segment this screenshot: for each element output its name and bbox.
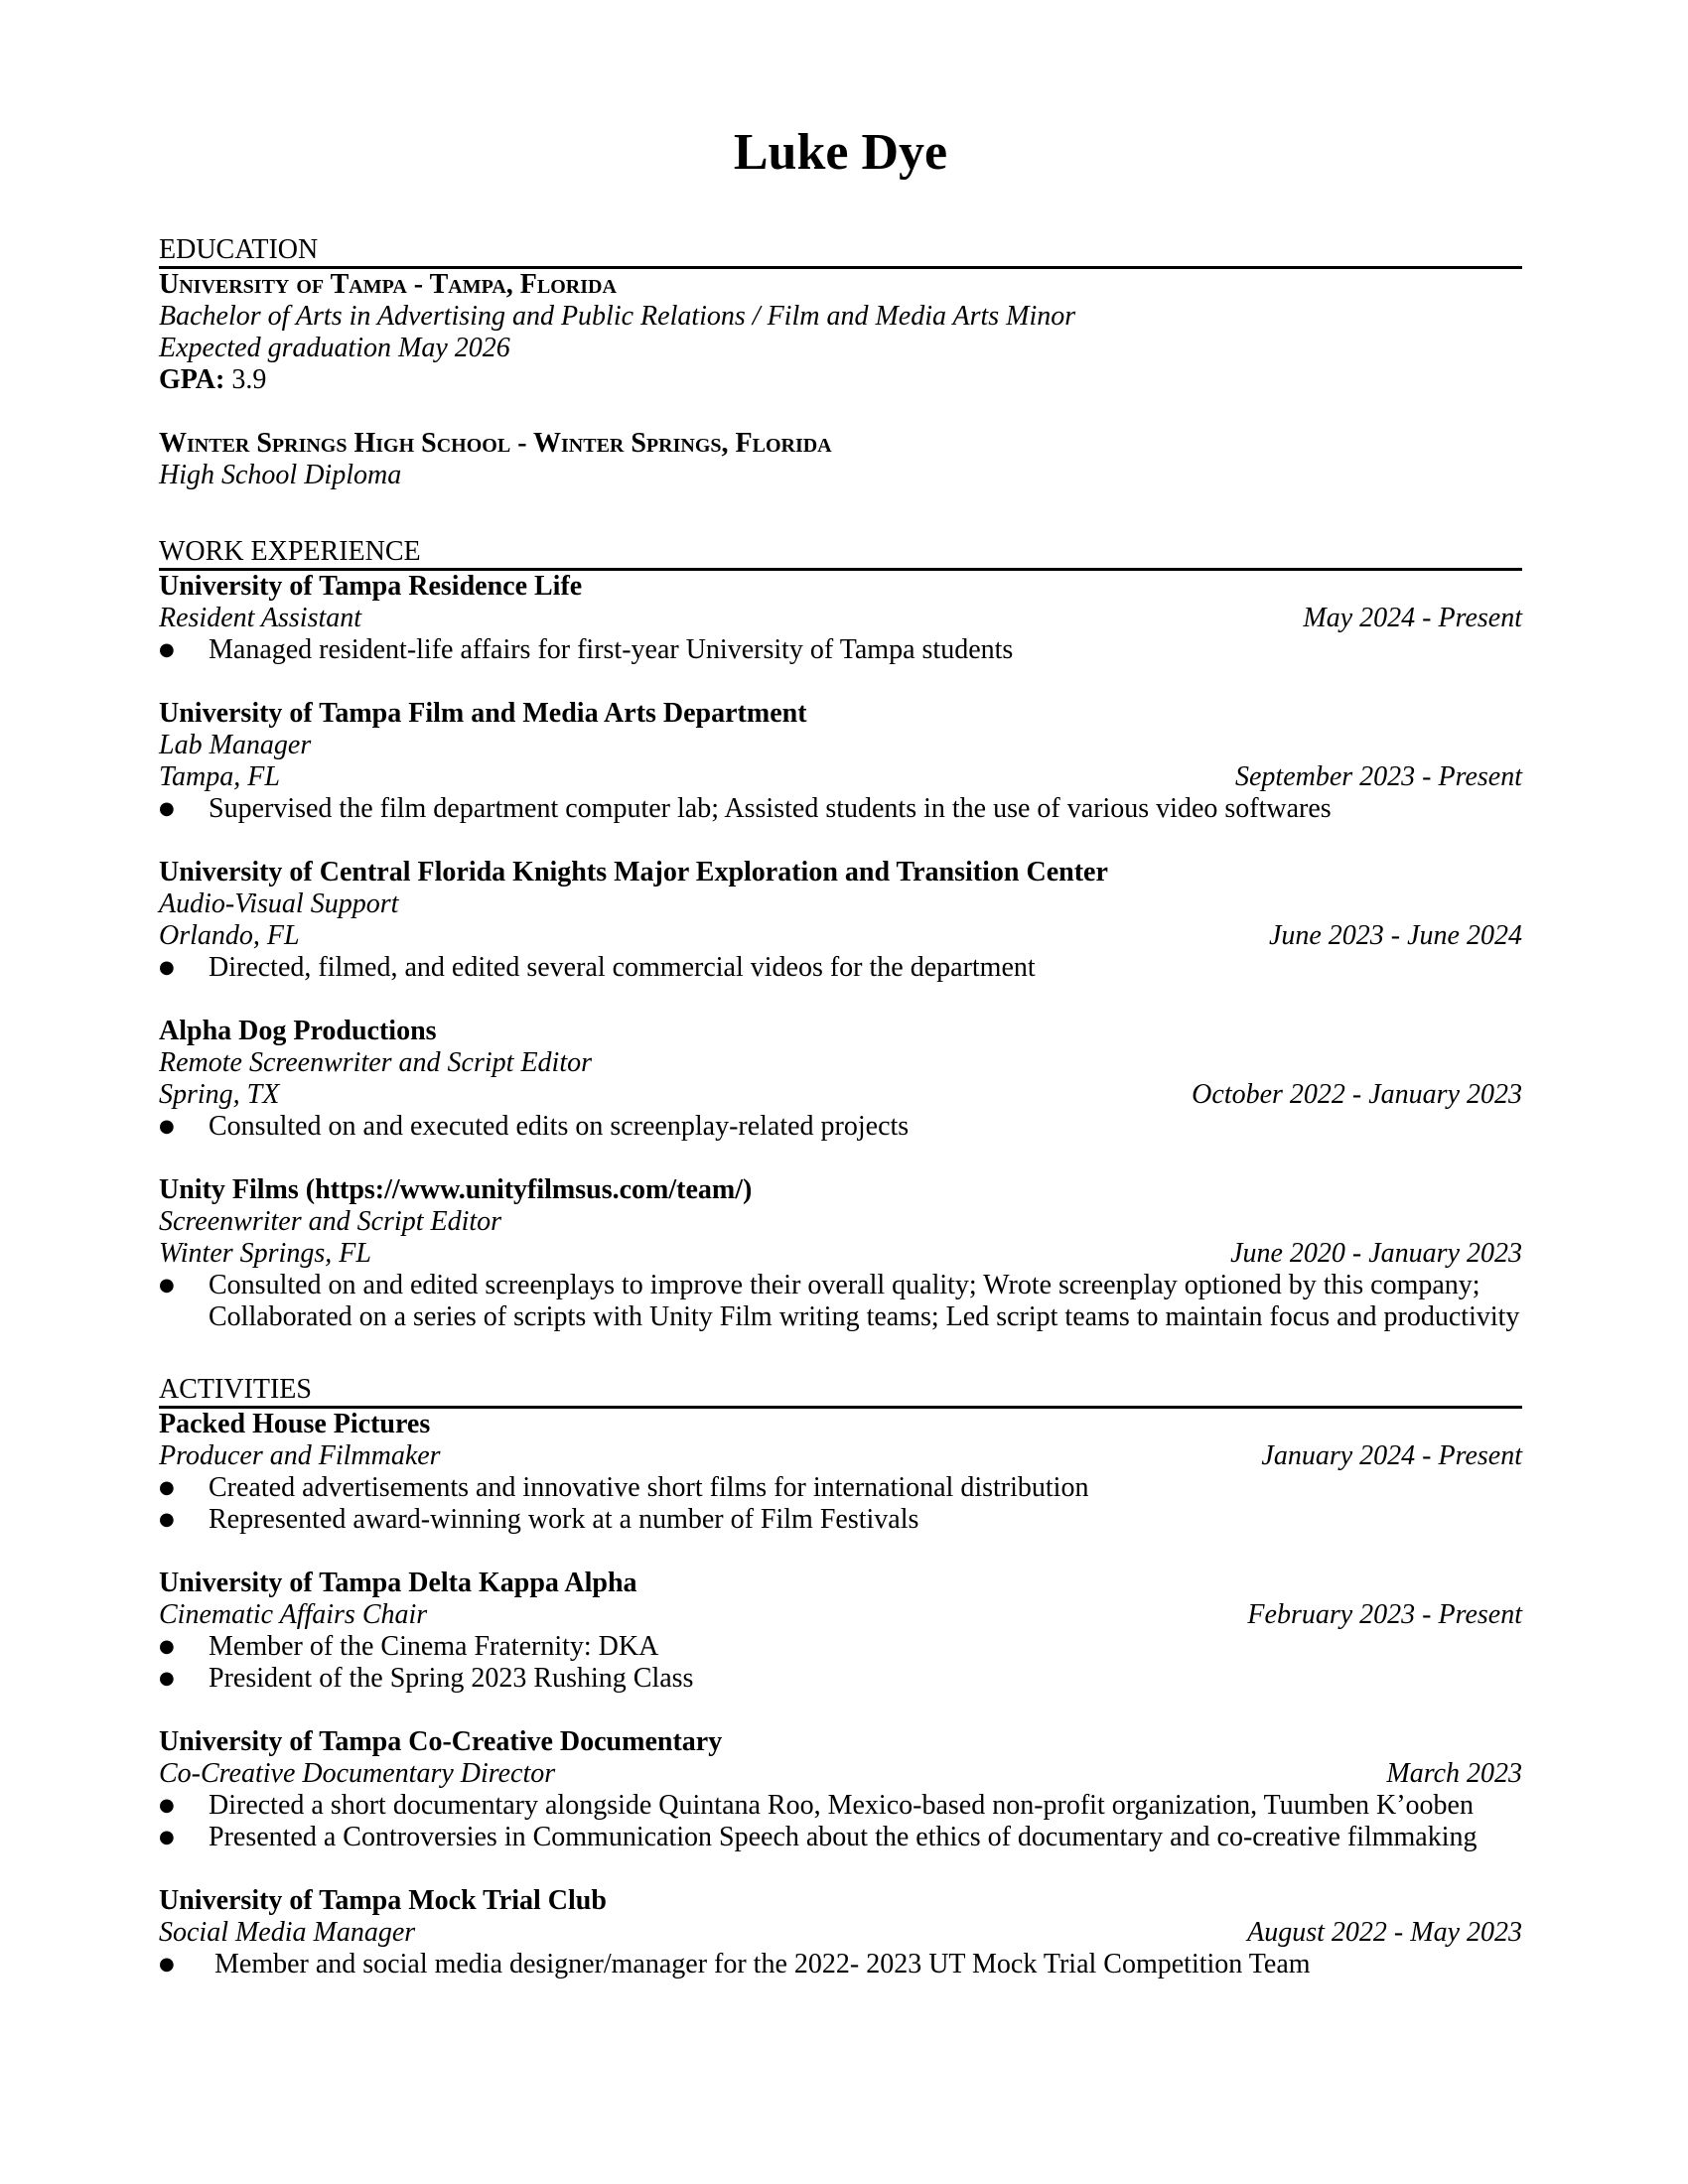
activity-entry [159, 1726, 1522, 1853]
role: Co-Creative Documentary Director [159, 1758, 556, 1789]
gpa-label: GPA: [159, 364, 225, 395]
role: Screenwriter and Script Editor [159, 1206, 502, 1237]
role: Remote Screenwriter and Script Editor [159, 1047, 592, 1078]
bullet-item: ● Supervised the film department computer lab; Assisted students in the use of various video softwares [159, 793, 1522, 825]
candidate-name: Luke Dye [733, 124, 948, 181]
bullet-item: ● Represented award-winning work at a number of Film Festivals [159, 1504, 1522, 1536]
activity-entry [159, 1885, 1522, 1980]
bullet-item: ● Consulted on and edited screenplays to improve their overall quality; Wrote screenplay optioned by this company; [159, 1270, 1522, 1301]
location: Tampa, FL [159, 761, 280, 792]
location: Winter Springs, FL [159, 1238, 371, 1269]
role: Cinematic Affairs Chair [159, 1599, 428, 1630]
organization: Packed House Pictures [159, 1409, 431, 1439]
organization: University of Tampa Co-Creative Documentary [159, 1726, 723, 1757]
bullet-item: ● Member and social media designer/manager for the 2022- 2023 UT Mock Trial Competition Team [159, 1949, 1522, 1980]
dates: August 2022 - May 2023 [1247, 1917, 1522, 1948]
education-heading: EDUCATION [159, 234, 1522, 269]
role: Producer and Filmmaker [159, 1440, 441, 1471]
school-name: University of Tampa - Tampa, Florida [159, 269, 617, 300]
organization: University of Tampa Residence Life [159, 571, 583, 602]
work-entry [159, 1016, 1522, 1143]
bullet-item: ● Consulted on and executed edits on screenplay-related projects [159, 1111, 1522, 1143]
work-entry [159, 1174, 1522, 1333]
organization: Unity Films (https://www.unityfilmsus.com/team/) [159, 1174, 753, 1205]
dates: May 2024 - Present [1303, 603, 1522, 633]
organization: Alpha Dog Productions [159, 1016, 437, 1046]
bullet-continuation: Collaborated on a series of scripts with Unity Film writing teams; Led script teams to maintain focus and productivity [209, 1301, 1520, 1332]
school-name: Winter Springs High School - Winter Springs, Florida [159, 428, 832, 459]
work-entry [159, 571, 1522, 666]
bullet-item: ● Presented a Controversies in Communication Speech about the ethics of documentary and co-creative filmmaking [159, 1822, 1522, 1853]
organization: University of Tampa Film and Media Arts Department [159, 698, 807, 729]
role: Resident Assistant [159, 603, 362, 633]
location: Spring, TX [159, 1079, 280, 1110]
bullet-item: ● Directed, filmed, and edited several commercial videos for the department [159, 952, 1522, 984]
work-entry [159, 857, 1522, 984]
bullet-item: ● Created advertisements and innovative short films for international distribution [159, 1472, 1522, 1504]
activity-entry [159, 1409, 1522, 1536]
dates: October 2022 - January 2023 [1192, 1079, 1522, 1110]
gpa-value: 3.9 [224, 364, 267, 395]
work-entry [159, 698, 1522, 825]
bullet-item: ● President of the Spring 2023 Rushing Class [159, 1663, 1522, 1695]
location: Orlando, FL [159, 920, 300, 951]
dates: January 2024 - Present [1261, 1440, 1522, 1471]
activity-entry [159, 1568, 1522, 1695]
dates: March 2023 [1386, 1758, 1522, 1789]
degree: High School Diploma [159, 460, 402, 490]
activities-section [159, 1374, 1522, 1980]
graduation-date: Expected graduation May 2026 [159, 333, 510, 363]
dates: February 2023 - Present [1247, 1599, 1522, 1630]
education-section [159, 234, 1522, 491]
activities-heading: ACTIVITIES [159, 1374, 1522, 1409]
work-experience-section [159, 536, 1522, 1333]
dates: June 2023 - June 2024 [1268, 920, 1522, 951]
degree: Bachelor of Arts in Advertising and Public Relations / Film and Media Arts Minor [159, 301, 1076, 332]
bullet-item: ● Member of the Cinema Fraternity: DKA [159, 1631, 1522, 1663]
gpa [159, 364, 1522, 396]
dates: September 2023 - Present [1235, 761, 1522, 792]
organization: University of Tampa Delta Kappa Alpha [159, 1568, 637, 1598]
role: Lab Manager [159, 730, 312, 760]
dates: June 2020 - January 2023 [1230, 1238, 1522, 1269]
work-experience-heading: WORK EXPERIENCE [159, 536, 1522, 571]
organization: University of Central Florida Knights Major Exploration and Transition Center [159, 857, 1108, 887]
organization: University of Tampa Mock Trial Club [159, 1885, 607, 1916]
role: Audio-Visual Support [159, 888, 399, 919]
role: Social Media Manager [159, 1917, 416, 1948]
bullet-item: ● Managed resident-life affairs for first-year University of Tampa students [159, 634, 1522, 666]
bullet-item: ● Directed a short documentary alongside Quintana Roo, Mexico-based non-profit organization, Tuumben K’ooben [159, 1790, 1522, 1822]
